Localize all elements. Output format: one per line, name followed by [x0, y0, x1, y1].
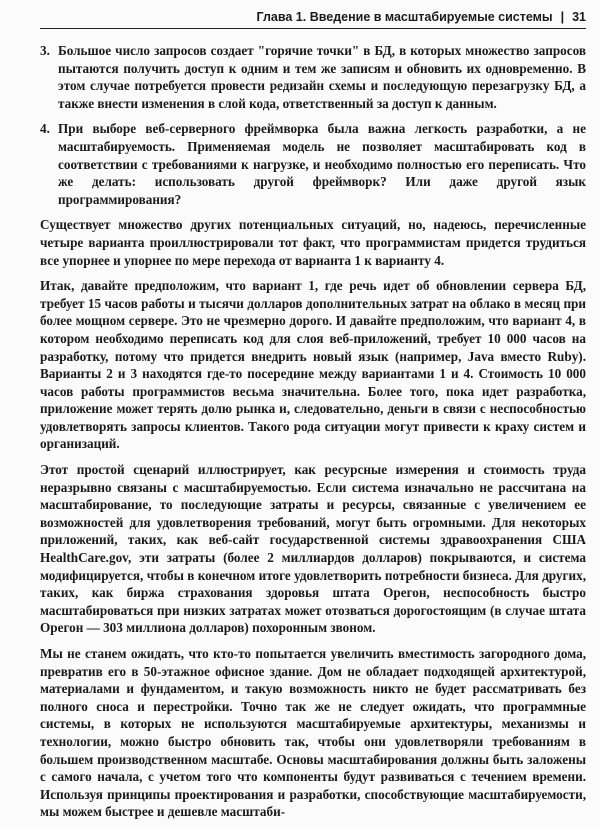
list-item-number: 4. [40, 121, 50, 137]
header-separator: | [560, 10, 565, 24]
list-item-text: При выборе веб-серверного фреймворка была важна легкость разработки, а не масштабируемость. Применяемая модель не позволяет масштабировать код в соответствии с требованиями к нагрузке, и необходимо полностью его переписать. Что же делать: использовать другой фреймворк? Или даже другой язык программирования? [58, 121, 586, 207]
numbered-list [40, 42, 586, 208]
body-paragraph: Мы не станем ожидать, что кто-то попытается увеличить вместимость загородного дома, превратив его в 50-этажное офисное здание. Дом не обладает подходящей архитектурой, материалами и фундаментом, и такую возможность никто не будет рассматривать без полного сноса и перестройки. Точно так же не следует ожидать, что программные системы, в которых не используются масштабируемые архитектуры, механизмы и технологии, можно быстро обновить так, чтобы они удовлетворяли требованиям в большем производственном масштабе. Основы масштабирования должны быть заложены с самого начала, с учетом того что компоненты будут развиваться с течением времени. Используя принципы проектирования и разработки, способствующие масштабируемости, мы можем быстрее и дешевле масштаби- [40, 646, 586, 820]
body-paragraph: Итак, давайте предположим, что вариант 1, где речь идет об обновлении сервера БД, требует 15 часов работы и тысячи долларов дополнительных затрат на облако в месяц при более мощном сервере. Это не чрезмерно дорого. И давайте предположим, что вариант 4, в котором необходимо переписать код для слоя веб-приложений, требует 10 000 часов на разработку, потому что придется внедрить новый язык (например, Java вместо Ruby). Варианты 2 и 3 находятся где-то посередине между вариантами 1 и 4. Стоимость 10 000 часов работы программистов весьма значительна. Более того, пока идет разработка, приложение может терять долю рынка и, следовательно, деньги в связи с неспособностью удовлетворять запросы клиентов. Такого рода ситуации могут привести к краху систем и организаций. [40, 278, 586, 452]
body-paragraph: Этот простой сценарий иллюстрирует, как ресурсные измерения и стоимость труда неразрывно связаны с масштабируемостью. Если система изначально не рассчитана на масштабирование, то последующие затраты и ресурсы, связанные с увеличением ее возможностей для удовлетворения требований, могут быть огромными. Для некоторых приложений, таких, как веб-сайт государственной системы здравоохранения США HealthCare.gov, эти затраты (более 2 миллиардов долларов) покрываются, и система модифицируется, чтобы в конечном итоге удовлетворить потребности бизнеса. Для других, таких, как биржа страхования здоровья штата Орегон, неспособность быстро масштабироваться при низких затратах может отозваться дорогостоящим (в случае штата Орегон — 303 миллиона долларов) похоронным звоном. [40, 462, 586, 636]
page-number: 31 [572, 10, 586, 24]
list-item-number: 3. [40, 43, 50, 58]
running-header [40, 10, 586, 29]
list-item-text: Большое число запросов создает "горячие точки" в БД, в которых множество запросов пытаются получить доступ к одним и тем же записям и обновить их одновременно. В этом случае потребуется провести редизайн схемы и последующую перезагрузку БД, а также внести изменения в слой кода, ответственный за доступ к данным. [58, 43, 586, 111]
list-item [40, 42, 586, 112]
page-body [40, 42, 586, 829]
list-item [40, 120, 586, 208]
body-paragraph: Существует множество других потенциальных ситуаций, но, надеюсь, перечисленные четыре варианта проиллюстрировали тот факт, что программистам придется трудиться все упорнее и упорнее по мере перехода от варианта 1 к варианту 4. [40, 217, 586, 268]
chapter-title: Глава 1. Введение в масштабируемые системы [256, 10, 553, 24]
